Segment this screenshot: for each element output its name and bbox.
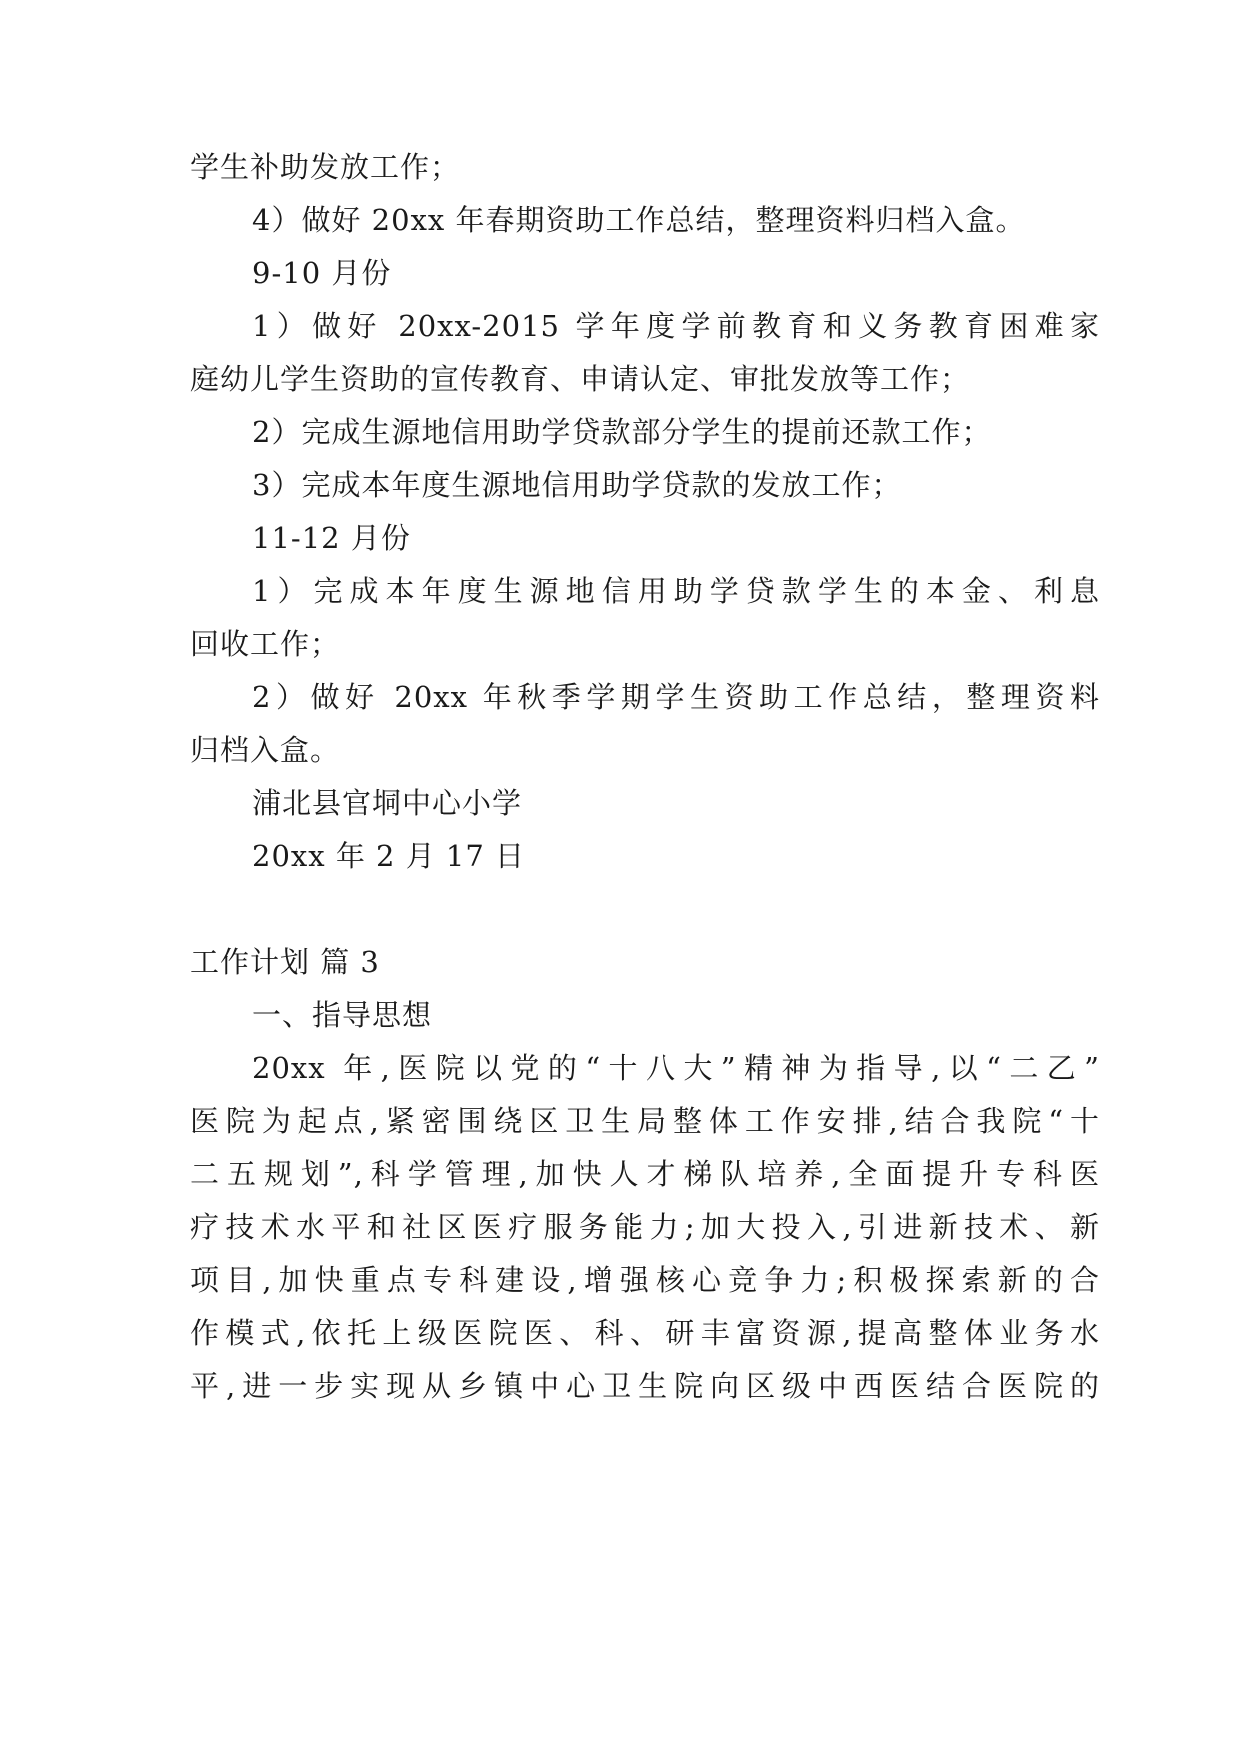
text-line: 学生补助发放工作； (190, 150, 461, 184)
signature-date: 20xx 年 2 月 17 日 (252, 839, 526, 873)
text-line: 平,进一步实现从乡镇中心卫生院向区级中西医结合医院的 (190, 1369, 1100, 1403)
text-line: 医院为起点,紧密围绕区卫生局整体工作安排,结合我院“十 (190, 1104, 1100, 1138)
text-line: 项目,加快重点专科建设,增强核心竞争力;积极探索新的合 (190, 1263, 1100, 1297)
text-line: 二五规划”,科学管理,加快人才梯队培养,全面提升专科医 (190, 1157, 1100, 1191)
section-title: 工作计划 篇 3 (190, 945, 380, 979)
text-line: 4）做好 20xx 年春期资助工作总结，整理资料归档入盒。 (252, 203, 1026, 237)
text-line: 回收工作； (190, 627, 341, 661)
signature-organization: 浦北县官垌中心小学 (252, 786, 523, 820)
text-line: 2）完成生源地信用助学贷款部分学生的提前还款工作； (252, 415, 992, 449)
text-line: 2）做好 20xx 年秋季学期学生资助工作总结，整理资料 (252, 680, 1100, 714)
text-line: 庭幼儿学生资助的宣传教育、申请认定、审批发放等工作； (190, 362, 971, 396)
section-heading: 一、指导思想 (252, 998, 433, 1032)
text-line: 1）完成本年度生源地信用助学贷款学生的本金、利息 (252, 574, 1100, 608)
text-line: 疗技术水平和社区医疗服务能力;加大投入,引进新技术、新 (190, 1210, 1100, 1244)
text-line: 作模式,依托上级医院医、科、研丰富资源,提高整体业务水 (190, 1316, 1100, 1350)
text-line: 20xx 年,医院以党的“十八大”精神为指导,以“二乙” (252, 1051, 1100, 1085)
text-line: 3）完成本年度生源地信用助学贷款的发放工作； (252, 468, 902, 502)
section-heading: 9-10 月份 (252, 256, 392, 290)
text-line: 1）做好 20xx-2015 学年度学前教育和义务教育困难家 (252, 309, 1100, 343)
text-line: 归档入盒。 (190, 733, 341, 767)
section-heading: 11-12 月份 (252, 521, 411, 555)
